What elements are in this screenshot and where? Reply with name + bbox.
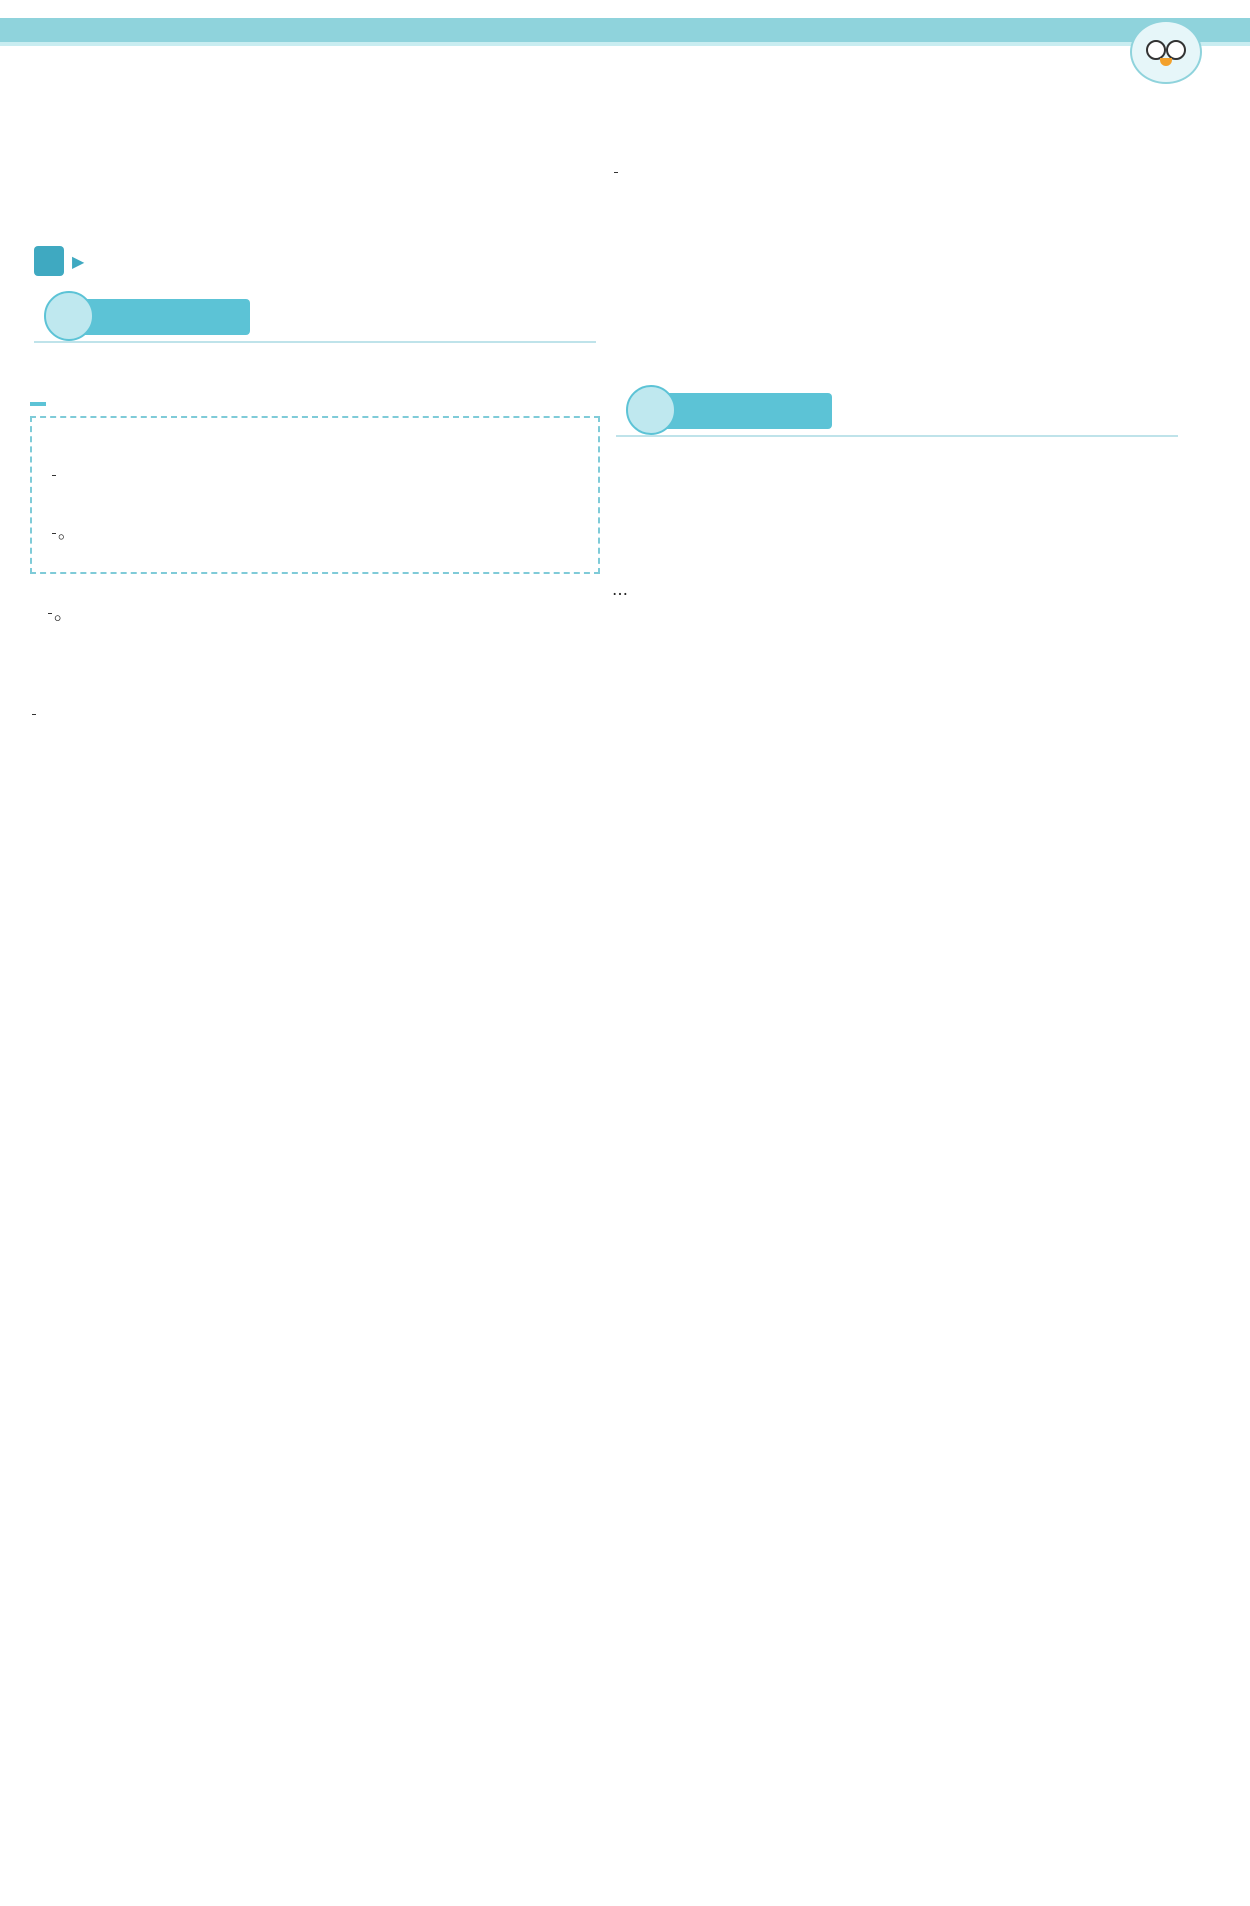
answer-3 <box>612 535 1182 580</box>
left-column <box>30 98 600 741</box>
mascot-beak-icon <box>1160 58 1172 66</box>
fraction <box>52 475 56 476</box>
mascot-eye-icon <box>1166 40 1186 60</box>
answer-1 <box>30 355 600 400</box>
right-column: … <box>612 98 1182 599</box>
answer-1 <box>612 445 1182 490</box>
fraction <box>32 714 36 715</box>
section-band-ability <box>612 385 1182 439</box>
answer-5 <box>30 143 600 188</box>
mascot-eye-icon <box>1146 40 1166 60</box>
fraction <box>48 613 52 614</box>
lesson-number <box>34 246 64 276</box>
answer-4 <box>612 98 1182 143</box>
star-badge-icon <box>44 291 94 341</box>
numerator <box>52 533 56 534</box>
answer-text <box>612 143 1182 199</box>
numerator <box>52 475 56 476</box>
top-band-shadow <box>0 42 1250 46</box>
summary-text <box>50 446 580 504</box>
summary-tag <box>30 402 46 406</box>
mascot-icon <box>1130 20 1202 84</box>
fraction <box>52 533 56 534</box>
answer-8 <box>612 334 1182 379</box>
fraction <box>614 172 618 173</box>
numerator <box>32 714 36 715</box>
answer-text <box>30 685 600 741</box>
summary-box <box>30 416 600 574</box>
numerator <box>614 172 618 173</box>
lesson-heading <box>30 237 600 285</box>
answer-2 <box>612 490 1182 535</box>
answer-5 <box>612 199 1182 244</box>
top-band <box>0 18 1250 42</box>
band-divider <box>34 341 596 343</box>
answer-6 <box>30 188 600 233</box>
answer-4 <box>30 98 600 143</box>
answer-2: 。 <box>30 584 600 640</box>
triangle-right-icon: ▶ <box>72 251 85 271</box>
band-divider <box>616 435 1178 437</box>
answer-7 <box>612 289 1182 334</box>
numerator <box>48 613 52 614</box>
section-band-basic <box>30 291 600 345</box>
star-badge-icon <box>626 385 676 435</box>
answer-6 <box>612 244 1182 289</box>
answer-3 <box>30 640 600 685</box>
summary-text: 。 <box>50 504 580 562</box>
